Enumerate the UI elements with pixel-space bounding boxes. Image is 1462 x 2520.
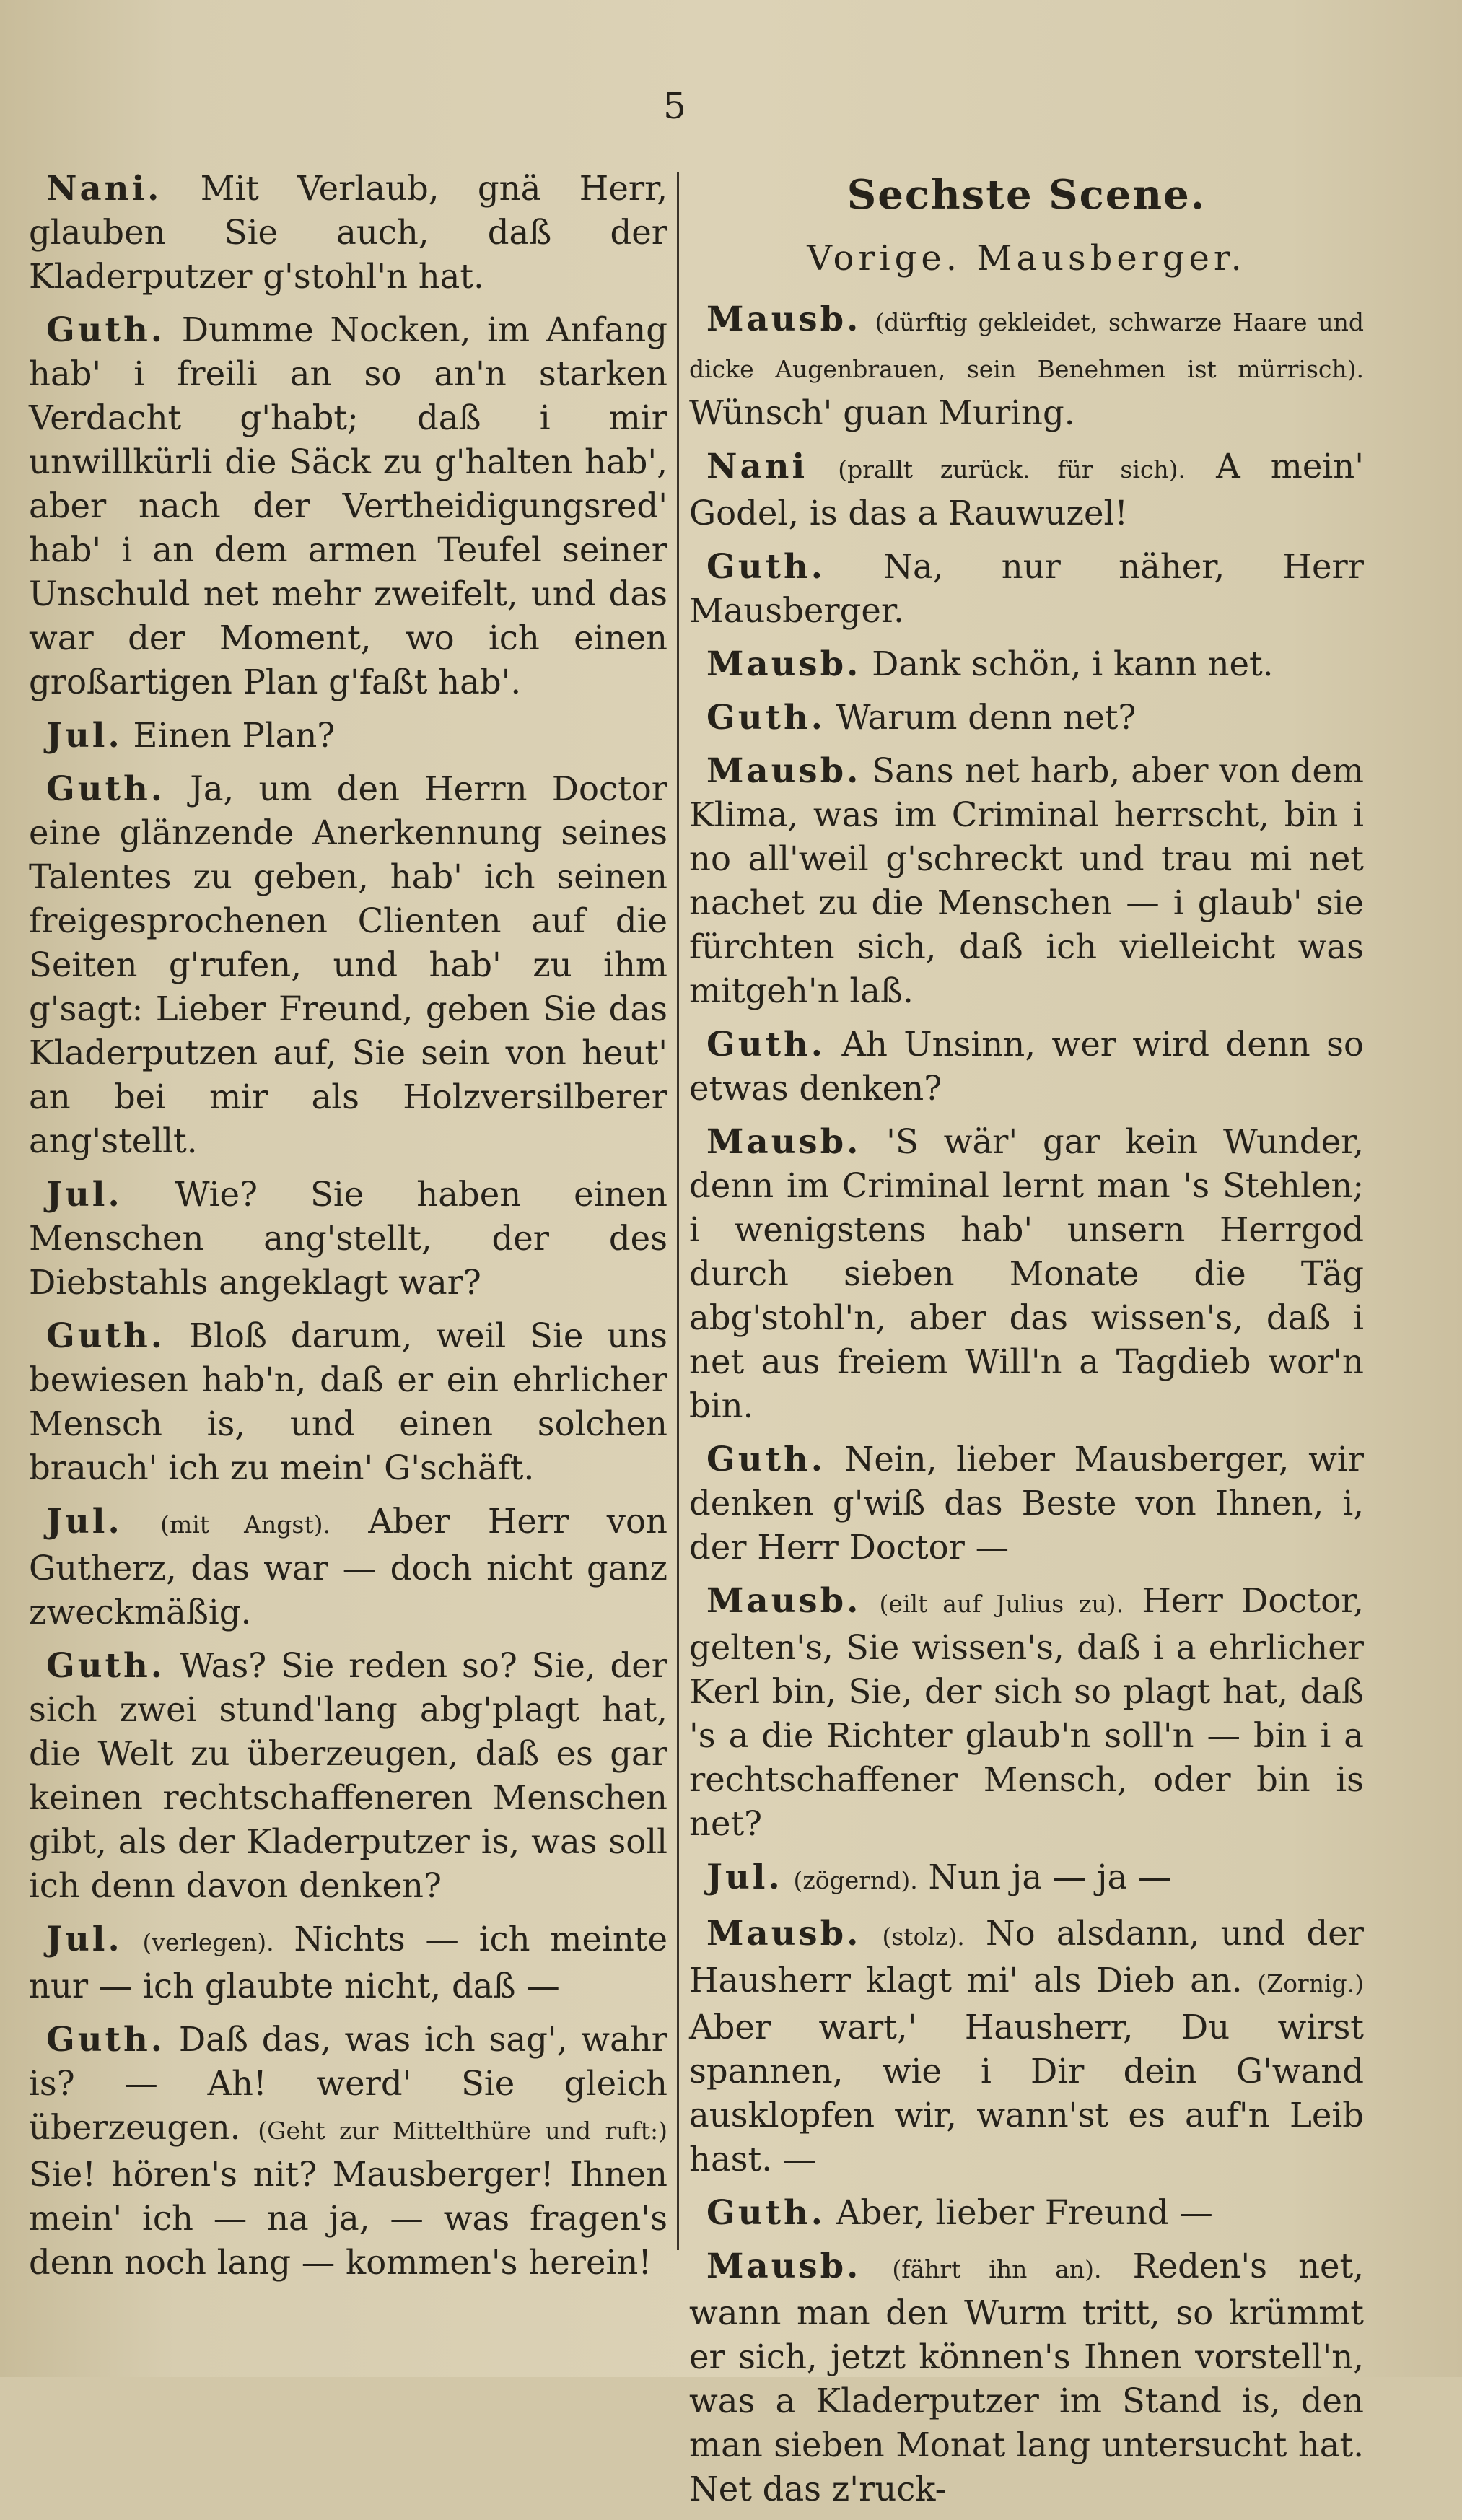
speech xyxy=(689,1578,1364,1846)
speech xyxy=(689,2190,1364,2235)
speech xyxy=(689,297,1364,435)
speech xyxy=(689,642,1364,686)
speaker-name: Mausb. xyxy=(706,1913,862,1953)
speech xyxy=(689,1911,1364,2182)
stage-direction: (prallt zurück. für sich). xyxy=(838,455,1186,484)
speaker-name: Jul. xyxy=(46,715,123,755)
cast-list: Vorige. Mausberger. xyxy=(807,238,1246,279)
speech xyxy=(29,307,667,704)
speech-text: Einen Plan? xyxy=(133,716,336,755)
speaker-name: Guth. xyxy=(706,1024,826,1064)
speaker-name: Guth. xyxy=(706,546,826,586)
speaker-name: Mausb. xyxy=(706,2246,862,2285)
speech xyxy=(689,2244,1364,2511)
speech-text: Wünsch' guan Muring. xyxy=(689,393,1075,432)
speaker-name: Guth. xyxy=(46,310,165,349)
speaker-name: Nani xyxy=(706,446,808,486)
speech-text: Nein, lieber Mausberger, wir denken g'wiß das Beste von Ihnen, i, der Herr Doctor — xyxy=(689,1440,1364,1567)
speaker-name: Mausb. xyxy=(706,644,862,683)
speech-text: Daß das, was ich sag', wahr is? — Ah! werd' Sie gleich überzeugen. xyxy=(29,2020,667,2147)
speaker-name: Jul. xyxy=(46,1174,123,1214)
speech xyxy=(689,695,1364,740)
left-column xyxy=(29,166,667,2293)
speaker-name: Jul. xyxy=(46,1919,123,1959)
speech xyxy=(689,1437,1364,1570)
speech-text: Wie? Sie haben einen Menschen ang'stellt, der des Diebstahls angeklagt war? xyxy=(29,1175,667,1302)
speech-text: No alsdann, und der Hausherr klagt mi' als Dieb an. xyxy=(689,1914,1365,2000)
speaker-name: Guth. xyxy=(46,1645,165,1685)
speech-text: Sie! hören's nit? Mausberger! Ihnen mein' ich — na ja, — was fragen's denn noch lang — kommen's herein! xyxy=(29,2155,667,2282)
speech-text: Aber wart,' Hausherr, Du wirst spannen, wie i Dir dein G'wand ausklopfen wir, wann'st es auf'n Leib hast. — xyxy=(689,2008,1364,2179)
speech xyxy=(689,748,1364,1013)
column-divider xyxy=(677,172,679,2250)
speech-text: A mein' Godel, is das a Rauwuzel! xyxy=(689,447,1365,533)
stage-direction: (mit Angst). xyxy=(160,1510,331,1539)
stage-direction: (Zornig.) xyxy=(1257,1969,1365,1998)
speech xyxy=(29,1499,667,1635)
speech-text: Warum denn net? xyxy=(836,698,1137,737)
speech xyxy=(29,1643,667,1908)
speech xyxy=(29,166,667,299)
speaker-name: Guth. xyxy=(706,1439,826,1479)
speech xyxy=(29,1313,667,1490)
stage-direction: (verlegen). xyxy=(142,1928,274,1956)
speech xyxy=(689,444,1364,535)
speech-text: Na, nur näher, Herr Mausberger. xyxy=(689,547,1364,630)
speech-text: Reden's net, wann man den Wurm tritt, so krümmt er sich, jetzt können's Ihnen vorstell'n, was a Kladerputzer im Stand is, den man sieben Monat lang untersucht hat. Net das z'ruck- xyxy=(689,2246,1365,2508)
speech-text: Aber Herr von Gutherz, das war — doch nicht ganz zweckmäßig. xyxy=(29,1502,667,1632)
speech-text: Mit Verlaub, gnä Herr, glauben Sie auch, daß der Kladerputzer g'stohl'n hat. xyxy=(29,169,667,296)
speech xyxy=(29,2017,667,2285)
speech-text: Dumme Nocken, im Anfang hab' i freili an so an'n starken Verdacht g'habt; daß i mir unwillkürli die Säck zu g'halten hab', aber nach der Vertheidigungsred' hab' i an dem armen Teufel seiner Unschuld net mehr zweifelt, und das war der Moment, wo ich einen großartigen Plan g'faßt hab'. xyxy=(29,310,668,701)
speech xyxy=(689,544,1364,633)
speaker-name: Mausb. xyxy=(706,1580,862,1620)
speech-text: Dank schön, i kann net. xyxy=(872,644,1274,683)
stage-direction: (dürftig gekleidet, schwarze Haare und dicke Augenbrauen, sein Benehmen ist mürrisch). xyxy=(689,308,1365,383)
speech-text: Was? Sie reden so? Sie, der sich zwei stund'lang abg'plagt hat, die Welt zu überzeugen, daß es gar keinen rechtschaffeneren Menschen gibt, als der Kladerputzer is, was soll ich denn davon denken? xyxy=(29,1646,668,1905)
speech-text: Nun ja — ja — xyxy=(928,1858,1172,1896)
speech xyxy=(29,1172,667,1305)
speech-text: Aber, lieber Freund — xyxy=(836,2193,1213,2232)
speech-text: 'S wär' gar kein Wunder, denn im Criminal lernt man 's Stehlen; i wenigstens hab' unsern Herrgod durch sieben Monate die Täg abg'stohl'n, aber das wissen's, daß i net aus freiem Will'n a Tagdieb wor'n bin. xyxy=(689,1122,1364,1425)
speaker-name: Guth. xyxy=(46,2019,165,2059)
stage-direction: (Geht zur Mittelthüre und ruft:) xyxy=(258,2117,667,2145)
speech-text: Bloß darum, weil Sie uns bewiesen hab'n, daß er ein ehrlicher Mensch is, und einen solchen brauch' ich zu mein' G'schäft. xyxy=(29,1316,667,1487)
speech xyxy=(29,713,667,758)
speech xyxy=(689,1119,1364,1428)
speech xyxy=(29,766,667,1163)
right-column xyxy=(689,166,1364,2520)
speaker-name: Mausb. xyxy=(706,299,862,338)
speaker-name: Guth. xyxy=(706,697,826,737)
speech-text: Nichts — ich meinte nur — ich glaubte nicht, daß — xyxy=(29,1920,668,2005)
speaker-name: Guth. xyxy=(706,2192,826,2232)
speaker-name: Guth. xyxy=(46,1316,165,1355)
speech-text: Ja, um den Herrn Doctor eine glänzende Anerkennung seines Talentes zu geben, hab' ich seinen freigesprochenen Clienten auf die Seiten g'rufen, und hab' zu ihm g'sagt: Lieber Freund, geben Sie das Kladerputzen auf, Sie sein von heut' an bei mir als Holzversilberer ang'stellt. xyxy=(29,769,668,1160)
speech xyxy=(689,1022,1364,1111)
speaker-name: Jul. xyxy=(46,1501,123,1541)
stage-direction: (eilt auf Julius zu). xyxy=(879,1590,1124,1618)
speech-text: Sans net harb, aber von dem Klima, was im Criminal herrscht, bin i no all'weil g'schreckt und trau mi net nachet zu die Menschen — i glaub' sie fürchten sich, daß ich vielleicht was mitgeh'n laß. xyxy=(689,751,1364,1010)
stage-direction: (fährt ihn an). xyxy=(892,2255,1102,2283)
scene-title: Sechste Scene. xyxy=(846,171,1207,219)
stage-direction: (stolz). xyxy=(882,1922,965,1951)
speaker-name: Nani. xyxy=(46,168,162,208)
speech xyxy=(689,1855,1364,1902)
speaker-name: Mausb. xyxy=(706,751,862,790)
speaker-name: Mausb. xyxy=(706,1121,862,1161)
speaker-name: Guth. xyxy=(46,769,165,808)
page-number: 5 xyxy=(663,85,686,127)
speech xyxy=(29,1917,667,2008)
speaker-name: Jul. xyxy=(706,1857,783,1896)
speech-text: Ah Unsinn, wer wird denn so etwas denken? xyxy=(689,1025,1364,1108)
speech-text: Herr Doctor, gelten's, Sie wissen's, daß i a ehrlicher Kerl bin, Sie, der sich so plagt hat, daß 's a die Richter glaub'n soll'n — bin i a rechtschaffener Mensch, oder bin is net? xyxy=(689,1581,1365,1843)
stage-direction: (zögernd). xyxy=(793,1866,918,1894)
